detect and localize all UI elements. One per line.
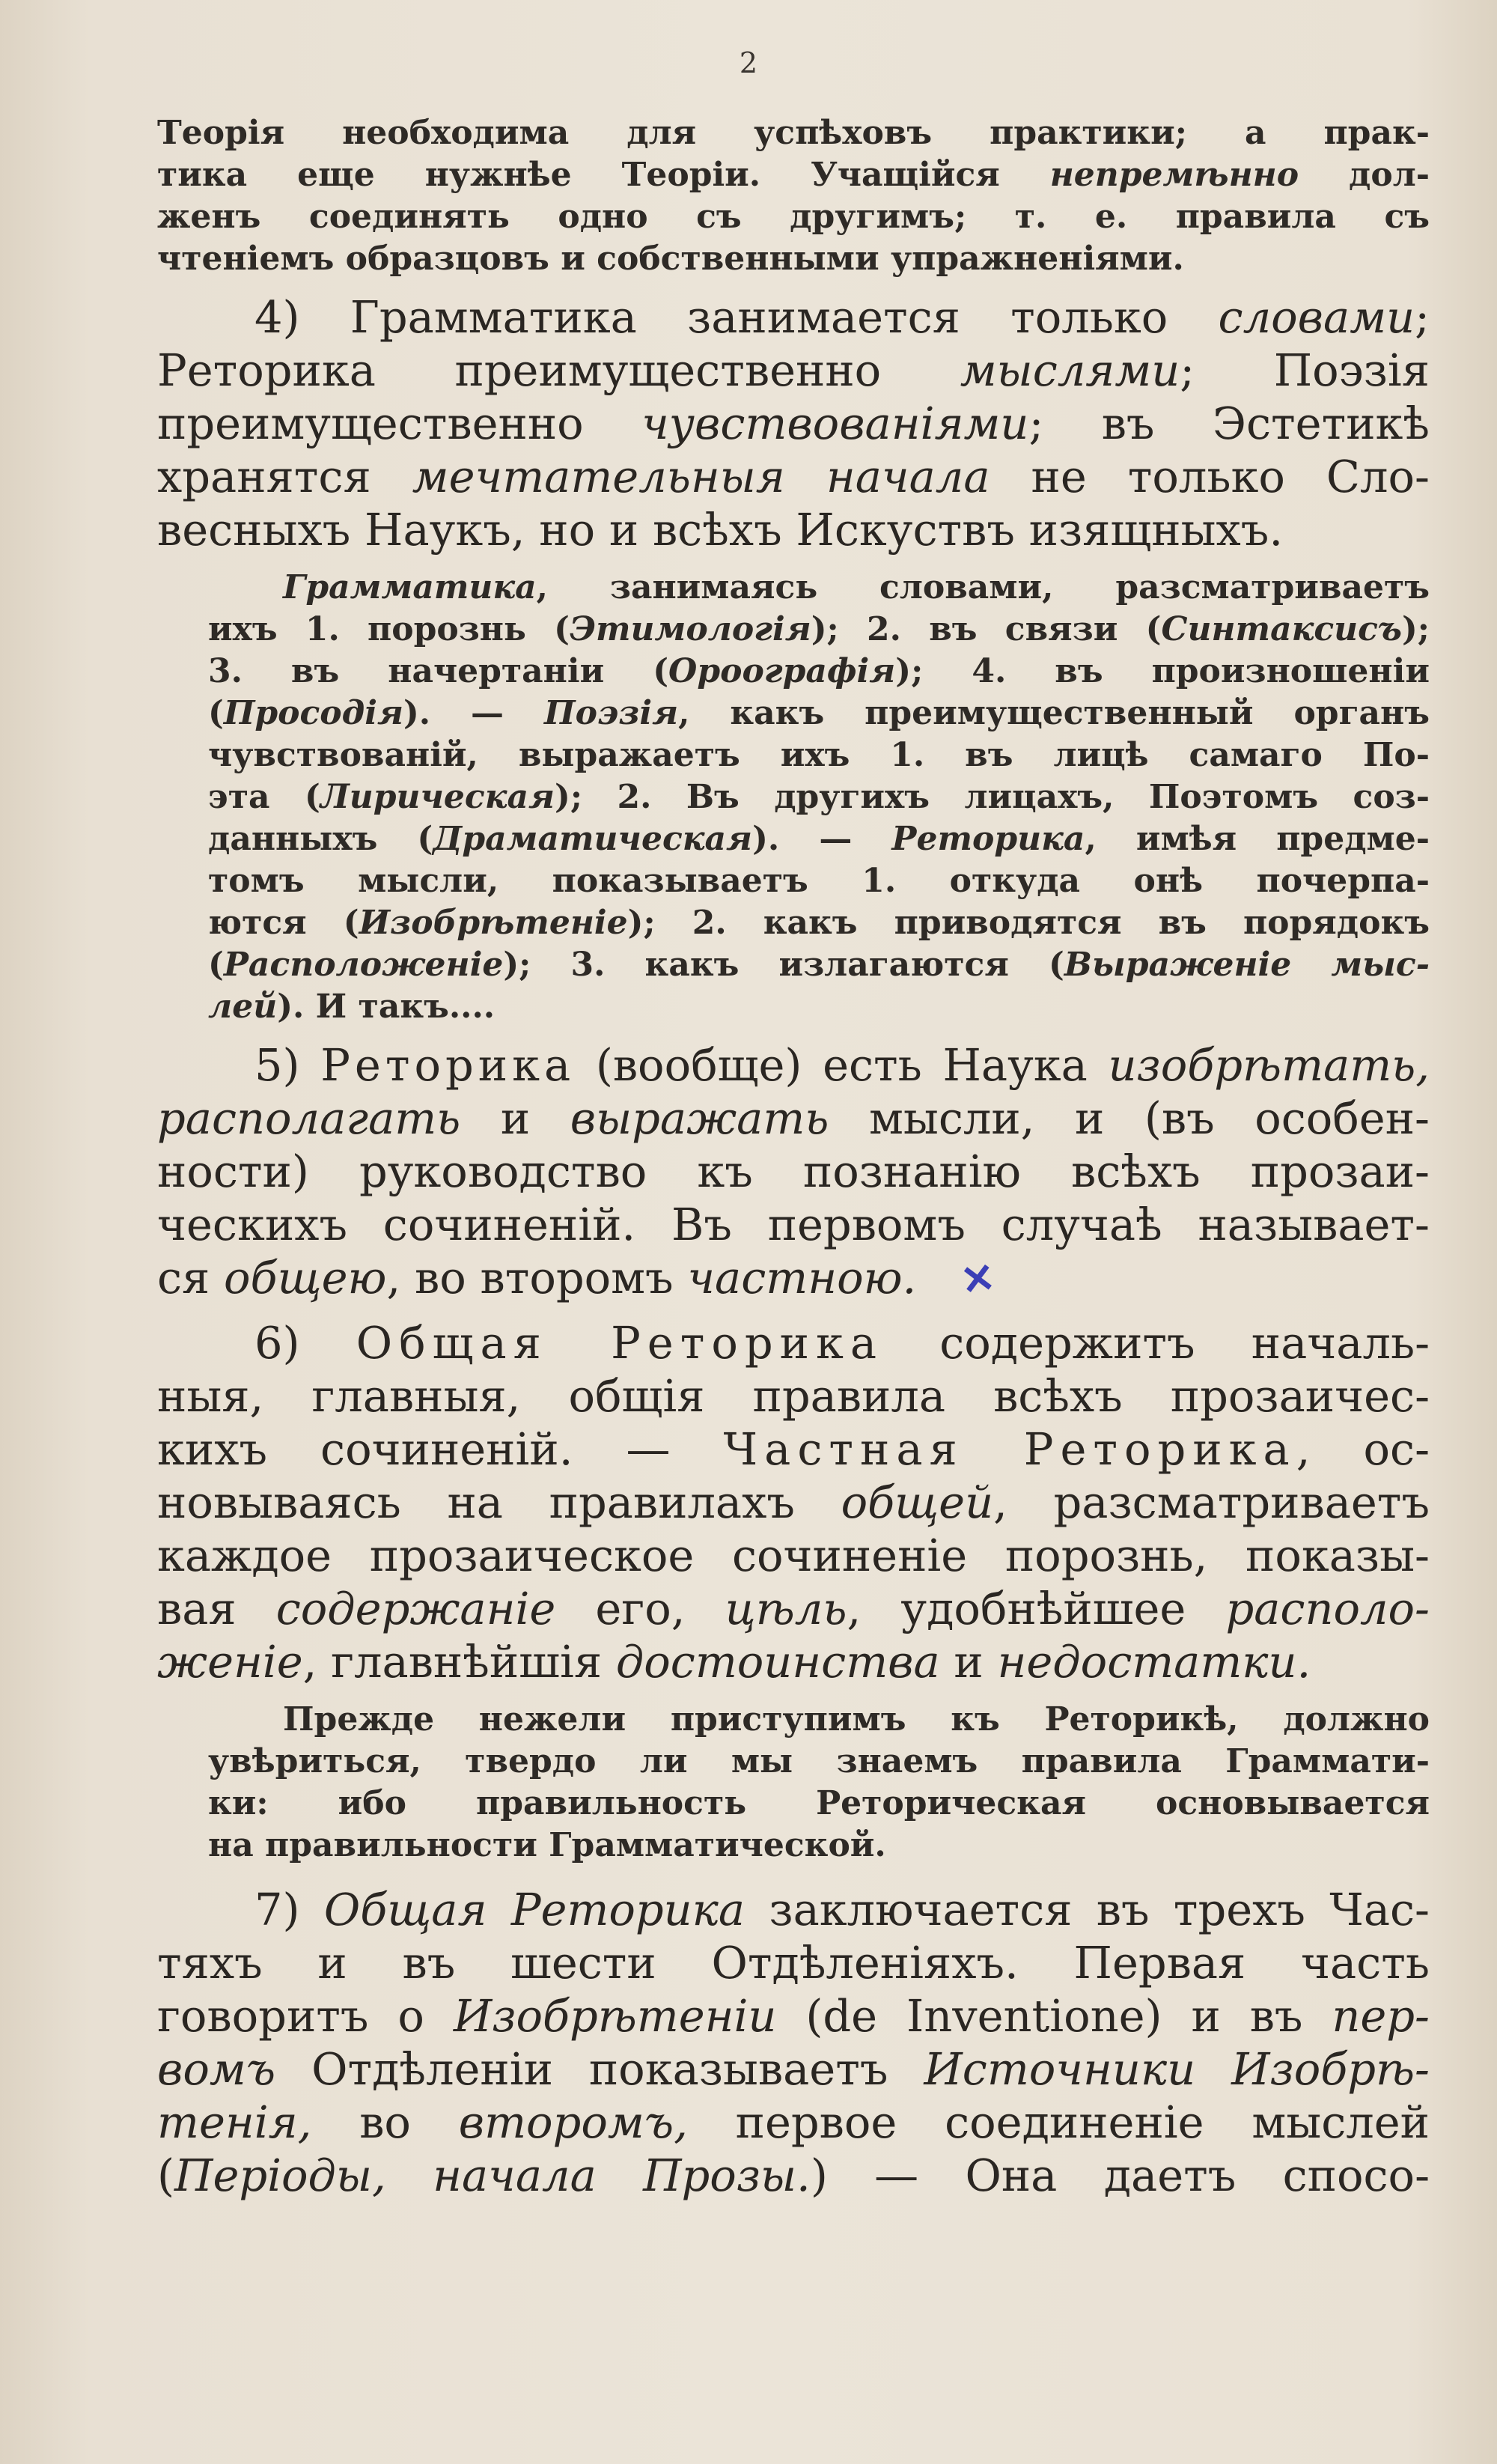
text-span: вая (157, 1583, 276, 1634)
text-span: ются ( (208, 904, 359, 942)
italic-span: Общая Реторика (323, 1884, 746, 1935)
text-line (208, 1741, 1430, 1783)
text-span: содержитъ началь- (883, 1317, 1430, 1369)
text-line (208, 818, 1430, 860)
text-line (157, 1582, 1430, 1635)
text-line (157, 450, 1430, 503)
text-line (208, 1699, 1430, 1741)
italic-span: Просодія (223, 694, 403, 732)
italic-span: вомъ (157, 2043, 276, 2095)
italic-span: пер- (1332, 1990, 1430, 2042)
text-line (157, 1476, 1430, 1529)
paragraph-5 (157, 1038, 1430, 1306)
text-line (157, 1936, 1430, 1989)
text-line (208, 944, 1430, 986)
text-span: 7) (254, 1884, 324, 1935)
text-span: дол- (1299, 156, 1430, 194)
text-line (157, 290, 1430, 344)
text-span: (de Inventione) и въ (776, 1990, 1332, 2042)
text-span: женъ соединять одно съ другимъ; т. е. правила съ (157, 198, 1430, 236)
text-span: ( (157, 2150, 175, 2201)
text-span: (вообще) есть Наука (575, 1039, 1109, 1091)
italic-span: Драматическая (433, 820, 753, 858)
text-line (157, 1635, 1430, 1688)
italic-span: располагать (157, 1092, 461, 1144)
text-span: увѣриться, твердо ли мы знаемъ правила Граммати- (208, 1742, 1430, 1780)
text-span: , ос- (1296, 1423, 1430, 1475)
text-line (157, 503, 1430, 556)
text-line (157, 1198, 1430, 1251)
text-line (157, 1038, 1430, 1092)
italic-span: недостатки. (997, 1636, 1311, 1688)
text-span: ся (157, 1252, 225, 1304)
text-span: ихъ 1. порознь ( (208, 610, 570, 648)
text-line (157, 1092, 1430, 1145)
italic-span: Изобрѣтеніе (359, 904, 628, 942)
text-line (208, 1783, 1430, 1825)
italic-span: Синтаксисъ (1161, 610, 1402, 648)
text-line (157, 1529, 1430, 1582)
text-span: чтеніемъ образцовъ и собственными упражненіями. (157, 240, 1184, 278)
text-span: , главнѣйшія (302, 1636, 616, 1688)
text-line (157, 1989, 1430, 2042)
text-span: тика еще нужнѣе Теоріи. Учащійся (157, 156, 1050, 194)
text-span: , имѣя предме- (1085, 820, 1430, 858)
italic-span: Источники Изобрѣ- (924, 2043, 1430, 2095)
italic-span: мечтательныя начала (412, 451, 990, 502)
italic-span: Періоды, начала Прозы. (174, 2150, 811, 2201)
text-line (208, 567, 1430, 609)
text-line (208, 734, 1430, 776)
text-span: на правильности Грамматической. (208, 1826, 886, 1864)
spaced-span: Частная Реторика (723, 1423, 1296, 1475)
text-span: каждое прозаическое сочиненіе порознь, показы- (157, 1530, 1430, 1581)
text-span: ). — (403, 694, 545, 732)
text-line (208, 609, 1430, 651)
text-span: ности) руководство къ познанію всѣхъ прозаи- (157, 1146, 1430, 1197)
italic-span: общею (224, 1252, 387, 1304)
text-span: томъ мысли, показываетъ 1. откуда онѣ почерпа- (208, 862, 1430, 900)
text-span: ); 4. въ произношеніи (895, 652, 1430, 690)
italic-span: содержаніе (275, 1583, 556, 1634)
text-span: ныя, главныя, общія правила всѣхъ прозаичес- (157, 1370, 1430, 1422)
text-column (157, 112, 1430, 2202)
text-line (208, 986, 1430, 1028)
text-line (157, 344, 1430, 397)
text-span: , во второмъ (386, 1252, 688, 1304)
paragraph-4 (157, 290, 1430, 556)
text-span: , занимаясь словами, разсматриваетъ (536, 568, 1430, 606)
italic-span: Грамматика (283, 568, 537, 606)
text-span: заключается въ трехъ Час- (745, 1884, 1430, 1935)
text-span: мысли, и (въ особен- (829, 1092, 1430, 1144)
text-span: 4) Грамматика занимается только (254, 291, 1219, 343)
text-span: ( (208, 946, 224, 984)
text-span: первое соединеніе мыслей (687, 2096, 1430, 2148)
italic-span: второмъ, (458, 2096, 688, 2148)
text-span: не только Сло- (990, 451, 1430, 502)
text-line (157, 2149, 1430, 2202)
text-span: ) — Она даетъ спосо- (810, 2150, 1430, 2201)
text-line (208, 693, 1430, 734)
text-span: и (939, 1636, 998, 1688)
italic-span: выражать (570, 1092, 829, 1144)
text-line (208, 860, 1430, 902)
text-line (208, 651, 1430, 693)
text-line (157, 1423, 1430, 1476)
text-span: его, (555, 1583, 725, 1634)
text-line (157, 1883, 1430, 1936)
page-number: 2 (739, 46, 758, 79)
text-span: новываясь на правилахъ (157, 1476, 841, 1528)
text-span: весныхъ Наукъ, но и всѣхъ Искуствъ изящныхъ. (157, 504, 1284, 556)
text-line (157, 2096, 1430, 2149)
text-span: ; въ Эстетикѣ (1028, 398, 1430, 449)
spaced-span: Реторика (320, 1039, 576, 1091)
text-line (157, 1316, 1430, 1369)
italic-span: чувствованіями (641, 398, 1029, 449)
text-line (157, 2042, 1430, 2096)
italic-span: располо- (1225, 1583, 1430, 1634)
text-span: эта ( (208, 778, 320, 816)
italic-span: словами (1218, 291, 1415, 343)
italic-span: частною. (687, 1252, 917, 1304)
text-line (208, 1825, 1430, 1867)
paragraph-intro (157, 112, 1430, 280)
italic-span: достоинства (615, 1636, 940, 1688)
text-span: ческихъ сочиненій. Въ первомъ случаѣ называет- (157, 1199, 1430, 1250)
text-span: ; (1415, 291, 1430, 343)
text-span: ); (1401, 610, 1430, 648)
text-span: , какъ преимущественный органъ (678, 694, 1430, 732)
text-span: 5) (254, 1039, 321, 1091)
text-span: , удобнѣйшее (847, 1583, 1226, 1634)
italic-span: непремѣнно (1049, 156, 1299, 194)
text-line (208, 902, 1430, 944)
text-span: чувствованій, выражаетъ ихъ 1. въ лицѣ самаго По- (208, 736, 1430, 774)
text-line (157, 238, 1430, 280)
text-span: Теорія необходима для успѣховъ практики; а прак- (157, 114, 1430, 152)
text-span: Прежде нежели приступимъ къ Реторикѣ, должно (283, 1700, 1430, 1739)
text-line (157, 112, 1430, 154)
text-span: ); 2. какъ приводятся въ порядокъ (627, 904, 1430, 942)
italic-span: Расположеніе (223, 946, 504, 984)
text-span: ( (208, 694, 224, 732)
italic-span: Изобрѣтеніи (453, 1990, 777, 2042)
text-span: тяхъ и въ шести Отдѣленіяхъ. Первая часть (157, 1937, 1430, 1989)
text-line (208, 776, 1430, 818)
text-span: ); 3. какъ излагаются ( (503, 946, 1064, 984)
text-line (157, 1251, 1430, 1306)
spaced-span: Общая Реторика (356, 1317, 884, 1369)
note-6 (157, 1699, 1430, 1867)
text-span: кихъ сочиненій. — (157, 1423, 724, 1475)
text-span: 3. въ начертаніи ( (208, 652, 669, 690)
italic-span: изобрѣтать, (1108, 1039, 1430, 1091)
pen-mark-cross: ✕ (957, 1253, 998, 1305)
text-span: во (311, 2096, 459, 2148)
note-4 (157, 567, 1430, 1028)
text-span: говоритъ о (157, 1990, 454, 2042)
text-span: Реторика преимущественно (157, 344, 960, 396)
text-line (157, 154, 1430, 196)
text-span: ); 2. въ связи ( (811, 610, 1162, 648)
text-span: ); 2. Въ другихъ лицахъ, Поэтомъ соз- (555, 778, 1430, 816)
italic-span: женіе (157, 1636, 303, 1688)
italic-span: Реторика (891, 820, 1085, 858)
italic-span: Этимологія (569, 610, 811, 648)
text-line (157, 196, 1430, 238)
text-line (157, 397, 1430, 450)
text-span: хранятся (157, 451, 412, 502)
italic-span: Поэзія (544, 694, 679, 732)
text-line (157, 1145, 1430, 1198)
text-span: Отдѣленіи показываетъ (275, 2043, 924, 2095)
text-span: ). И такъ.... (277, 988, 496, 1026)
text-span: данныхъ ( (208, 820, 433, 858)
text-span: и (460, 1092, 570, 1144)
paragraph-6 (157, 1316, 1430, 1688)
text-span: 6) (254, 1317, 356, 1369)
italic-span: Ороографія (668, 652, 896, 690)
italic-span: Выраженіе мыс- (1064, 946, 1430, 984)
text-span: ; Поэзія (1180, 344, 1430, 396)
text-span: ). — (752, 820, 892, 858)
italic-span: общей (841, 1476, 994, 1528)
text-line (157, 1369, 1430, 1423)
text-span: преимущественно (157, 398, 642, 449)
text-span: ки: ибо правильность Реторическая основывается (208, 1784, 1430, 1822)
paragraph-7 (157, 1883, 1430, 2202)
text-span: , разсматриваетъ (993, 1476, 1430, 1528)
italic-span: мыслями (960, 344, 1180, 396)
italic-span: тенія, (157, 2096, 312, 2148)
italic-span: лей (208, 988, 278, 1026)
italic-span: Лирическая (320, 778, 555, 816)
italic-span: цѣль (725, 1583, 847, 1634)
